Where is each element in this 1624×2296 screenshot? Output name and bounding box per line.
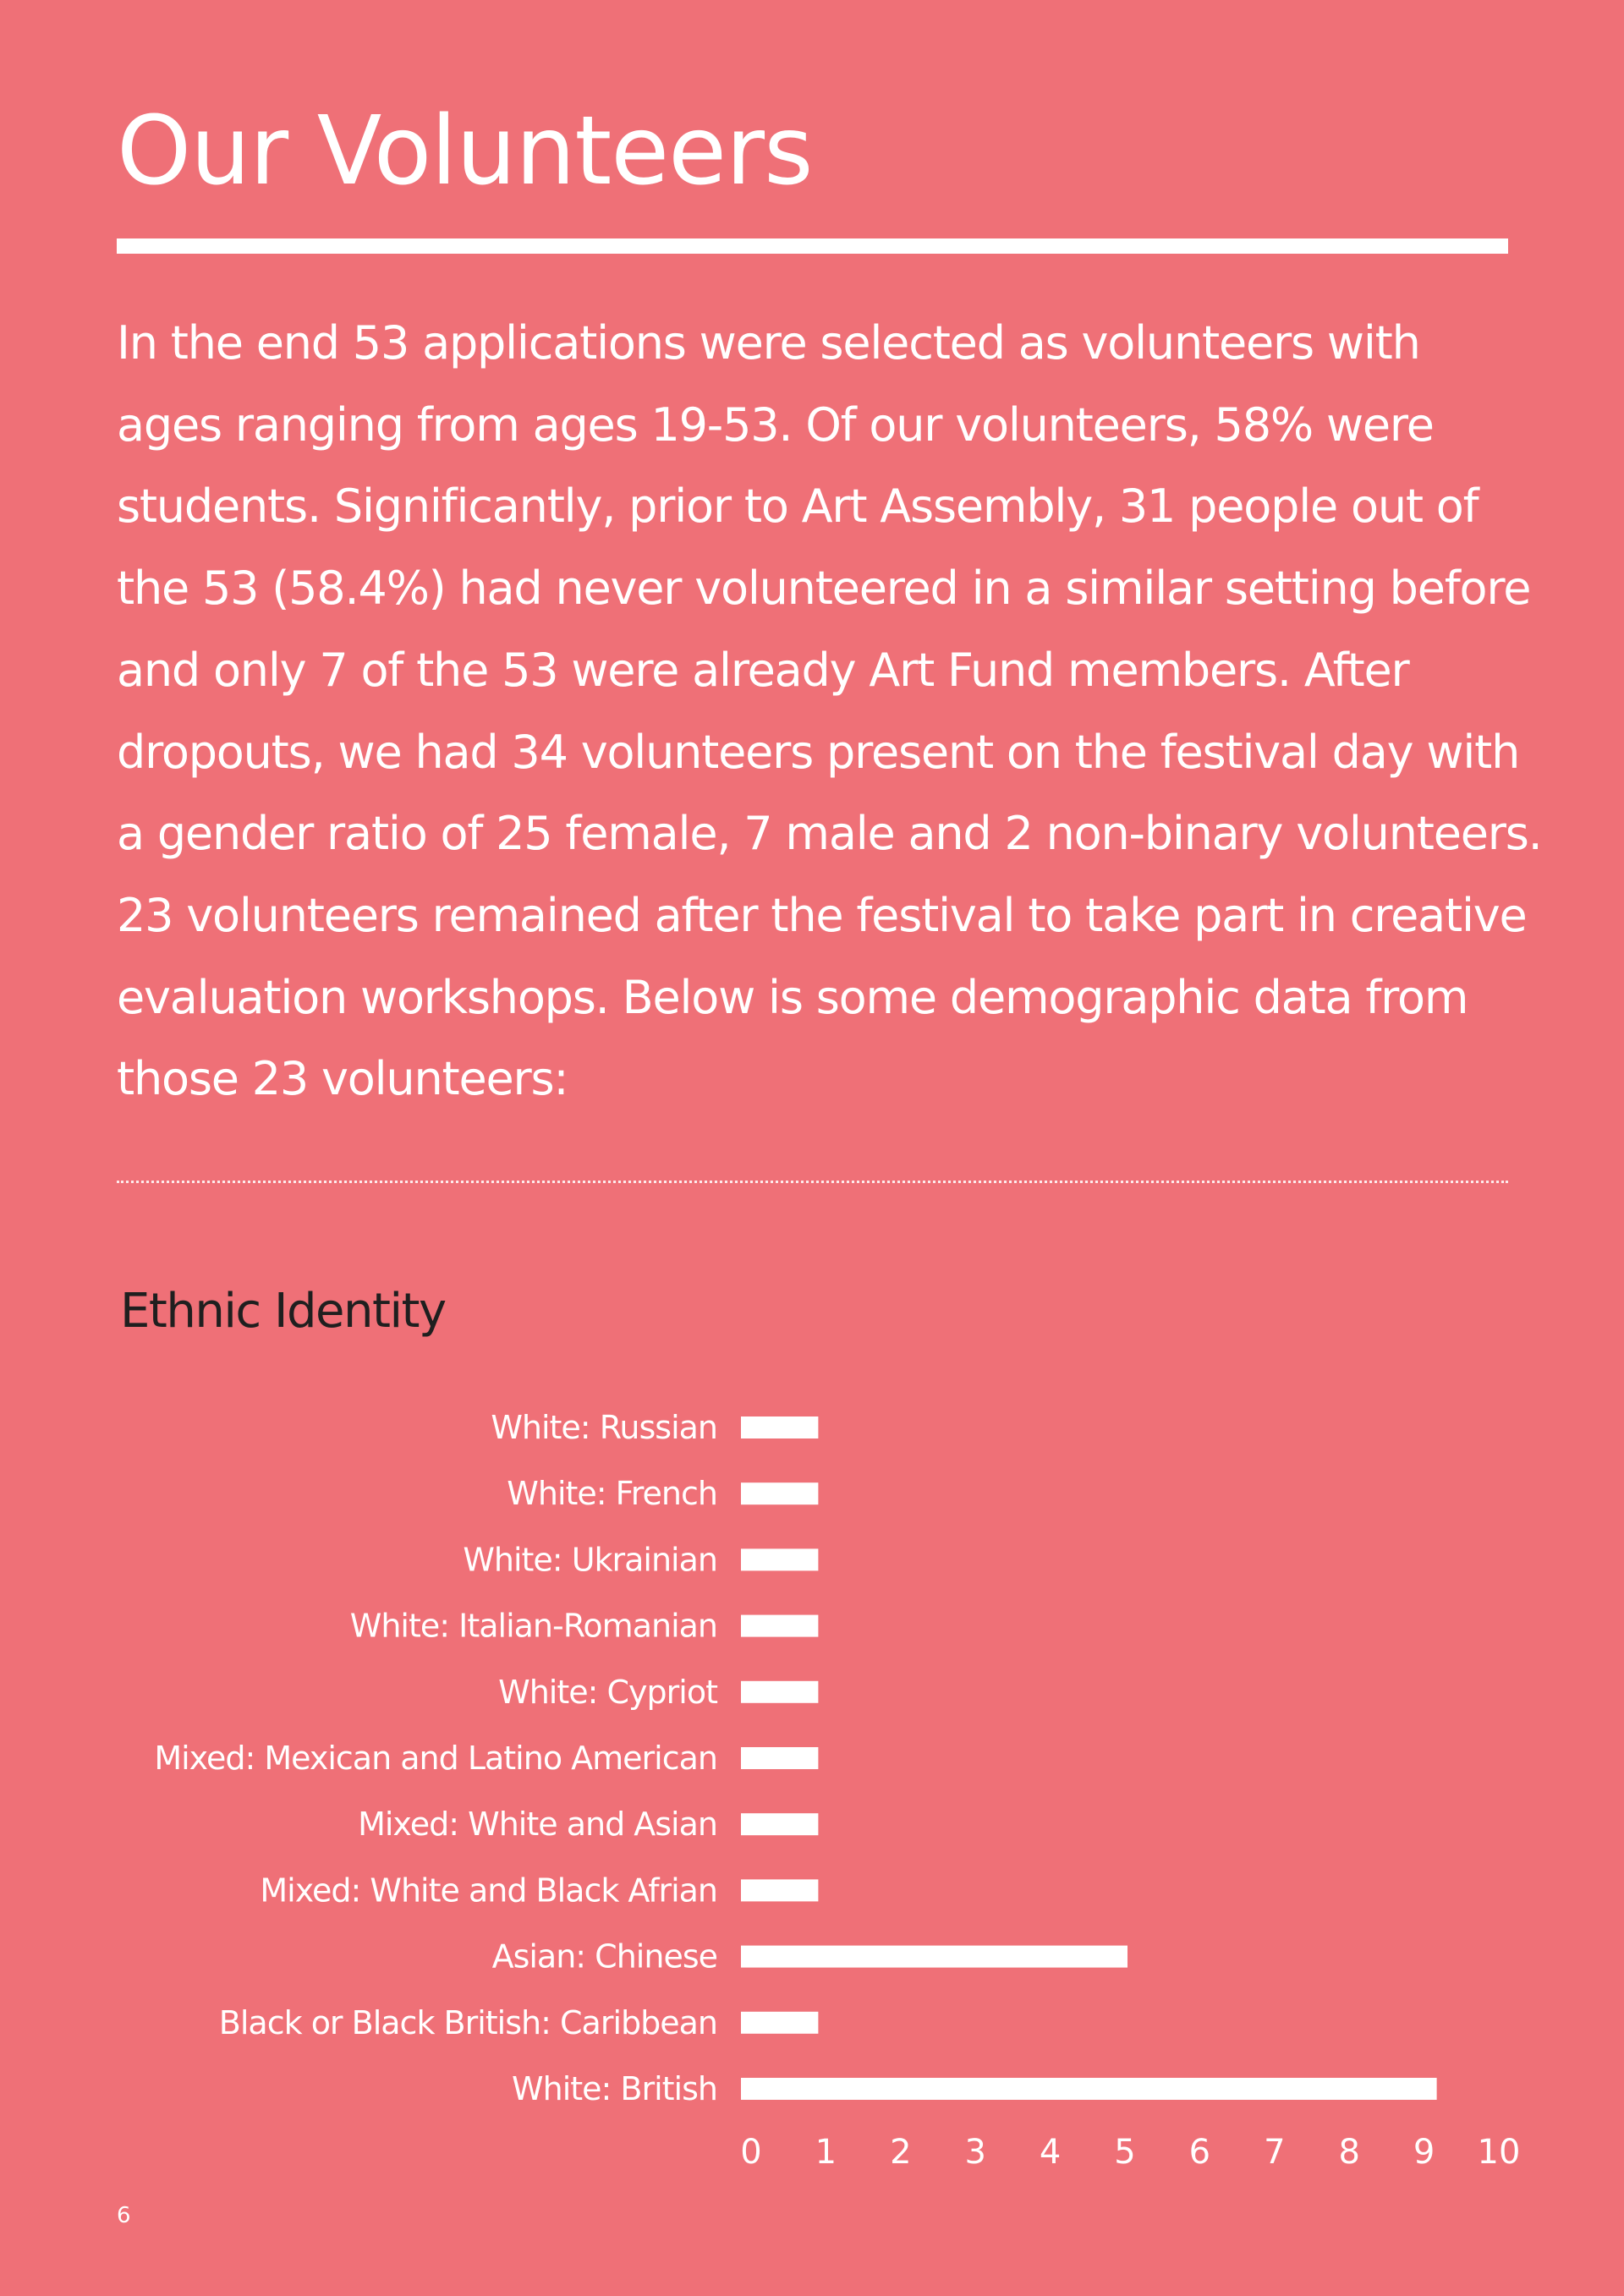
x-tick-label: 6 [1188, 2133, 1211, 2172]
category-label: Mixed: White and Asian [358, 1806, 717, 1844]
category-label: White: Italian-Romanian [349, 1607, 717, 1645]
x-tick-label: 8 [1338, 2133, 1360, 2172]
category-labels [154, 1409, 717, 2107]
bar [741, 1946, 1127, 1968]
x-tick-label: 9 [1413, 2133, 1435, 2172]
category-label: White: French [507, 1475, 717, 1513]
category-label: White: British [512, 2070, 717, 2107]
category-label: Black or Black British: Caribbean [218, 2003, 717, 2041]
x-tick-label: 10 [1477, 2133, 1521, 2172]
x-tick-label: 5 [1114, 2133, 1136, 2172]
x-tick-label: 4 [1039, 2133, 1062, 2172]
bar [741, 1681, 818, 1703]
page-title: Our Volunteers [117, 96, 813, 206]
category-label: Mixed: White and Black Afrian [260, 1871, 717, 1910]
bar [741, 1548, 818, 1570]
x-tick-label: 2 [890, 2133, 912, 2172]
x-tick-labels [740, 2133, 1520, 2172]
bar [741, 1813, 818, 1835]
bar [741, 1482, 818, 1504]
bar [741, 1747, 818, 1769]
x-tick-label: 1 [815, 2133, 837, 2172]
page-number: 6 [117, 2203, 131, 2228]
bar [741, 2078, 1437, 2100]
category-label: Mixed: Mexican and Latino American [154, 1740, 717, 1777]
bar [741, 1615, 818, 1637]
x-tick-label: 0 [740, 2133, 762, 2172]
bars [741, 1417, 1437, 2100]
intro-paragraph: In the end 53 applications were selected as volunteers with ages ranging from ages 19-53. Of our volunteers, 58% were students. Significantly, prior to Art Assembly, 31 people out of the 53 (58.4%) had never volunteered in a similar setting before and only 7 of the 53 were already Art Fund members. After dropouts, we had 34 volunteers present on the festival day with a gender ratio of 25 female, 7 male and 2 non-binary volunteers. 23 volunteers remained after the festival to take part in creative evaluation workshops. Below is some demographic data from those 23 volunteers: [117, 316, 1542, 1106]
category-label: White: Cypriot [498, 1673, 717, 1711]
x-tick-label: 7 [1264, 2133, 1286, 2172]
bar [741, 1879, 818, 1901]
bar [741, 1417, 818, 1438]
x-tick-label: 3 [964, 2133, 986, 2172]
category-label: White: Russian [491, 1409, 717, 1446]
chart-title: Ethnic Identity [120, 1284, 446, 1339]
bar [741, 2012, 818, 2034]
category-label: White: Ukrainian [463, 1541, 717, 1579]
category-label: Asian: Chinese [491, 1937, 717, 1975]
